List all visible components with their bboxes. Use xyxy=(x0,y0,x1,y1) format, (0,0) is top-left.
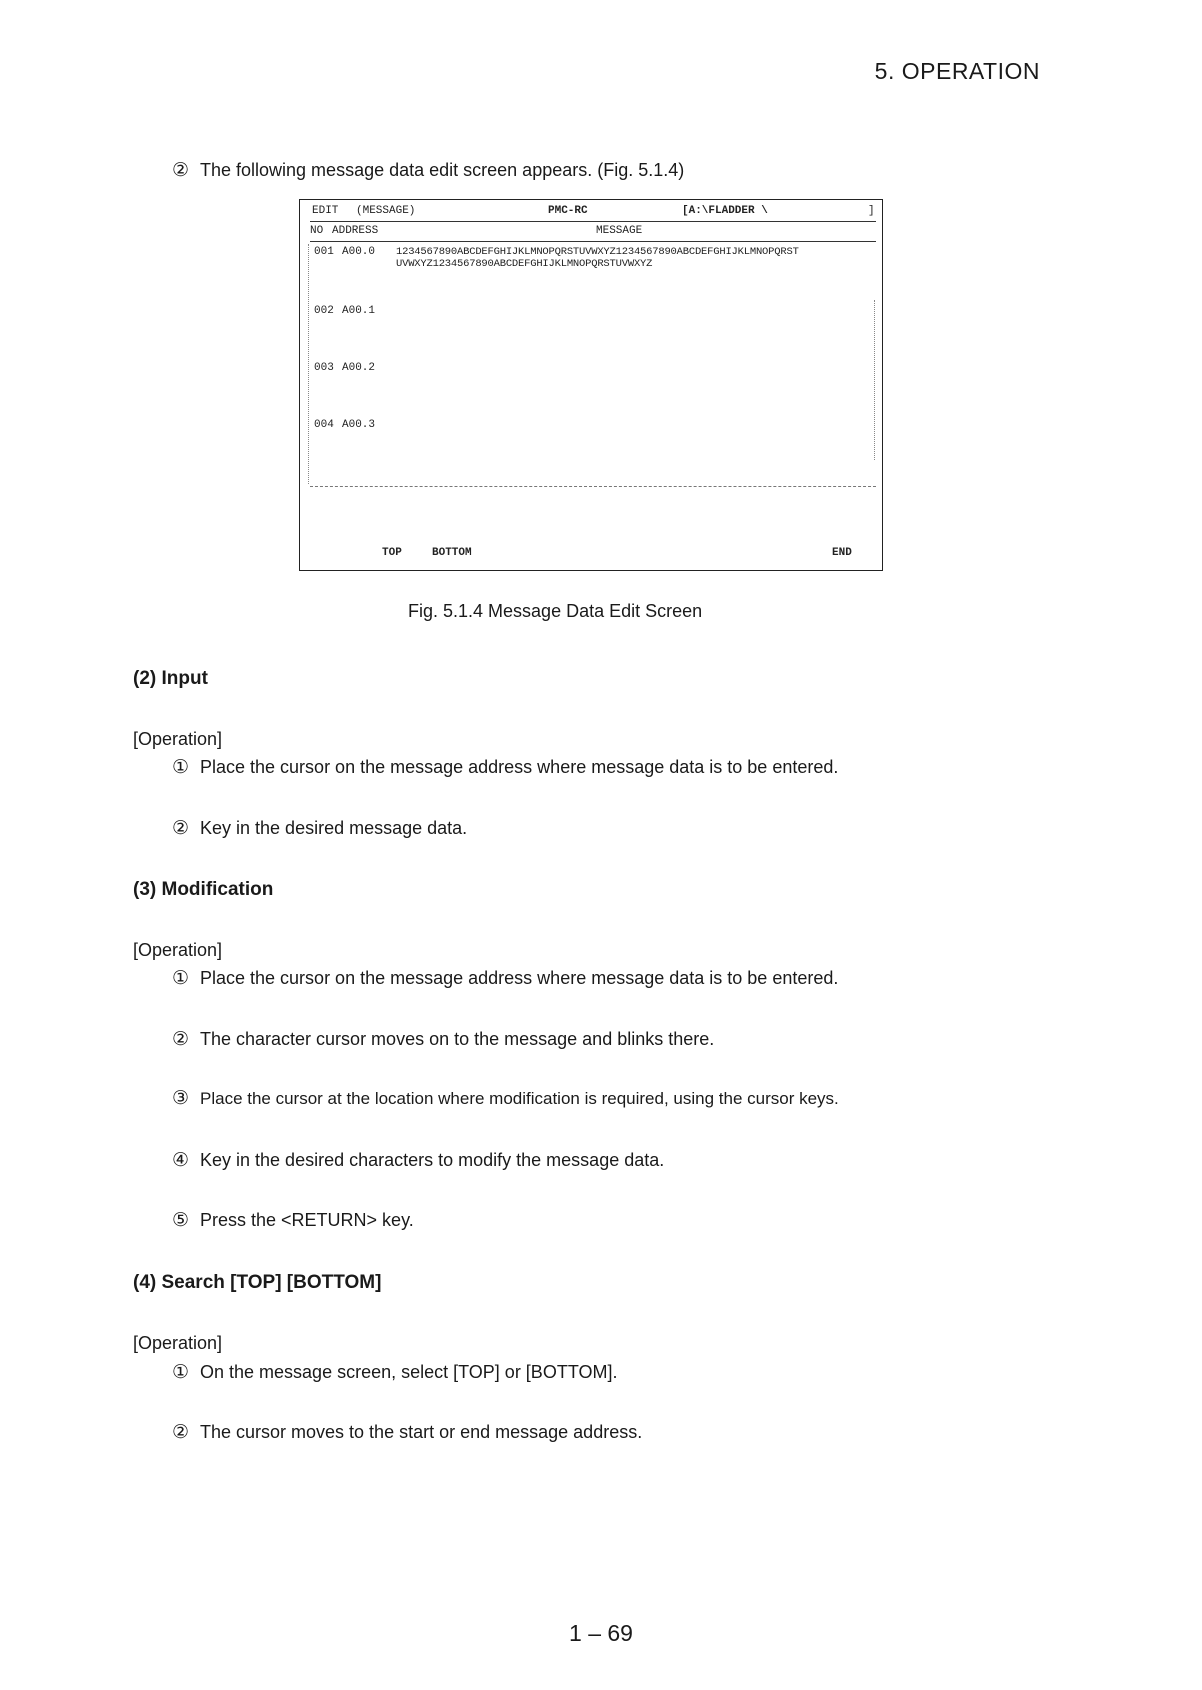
step-number: ① xyxy=(172,1362,190,1383)
intro-step xyxy=(172,158,684,183)
step-number: ① xyxy=(172,757,190,778)
list-item xyxy=(172,966,838,991)
section-header: 5. OPERATION xyxy=(874,58,1040,84)
message-edit-screen xyxy=(299,199,883,571)
section-heading-modification: (3) Modification xyxy=(133,879,274,900)
step-text: Key in the desired characters to modify the message data. xyxy=(200,1150,665,1170)
list-item xyxy=(172,1148,664,1173)
step-number: ② xyxy=(172,1422,190,1443)
step-text: Place the cursor on the message address where message data is to be entered. xyxy=(200,968,839,988)
list-item xyxy=(172,1360,617,1385)
title-divider xyxy=(310,221,876,222)
column-header-no: NO xyxy=(310,225,324,237)
list-item xyxy=(172,1420,642,1445)
figure-caption: Fig. 5.1.4 Message Data Edit Screen xyxy=(408,601,703,621)
list-item xyxy=(172,1087,839,1111)
header-divider xyxy=(310,241,876,242)
list-item xyxy=(172,1208,414,1233)
operation-label: [Operation] xyxy=(133,1333,223,1353)
page-number: 1 – 69 xyxy=(569,1620,633,1646)
row-address[interactable]: A00.3 xyxy=(342,419,376,431)
step-text: On the message screen, select [TOP] or [BOTTOM]. xyxy=(200,1362,618,1382)
section-heading-search: (4) Search [TOP] [BOTTOM] xyxy=(133,1272,382,1293)
step-text: Key in the desired message data. xyxy=(200,818,468,838)
screen-mode-label: EDIT xyxy=(312,205,339,217)
column-header-address: ADDRESS xyxy=(332,225,379,237)
left-margin-guide xyxy=(308,244,309,484)
list-item xyxy=(172,1027,714,1052)
step-number: ② xyxy=(172,818,190,839)
step-number: ② xyxy=(172,160,190,181)
row-number: 004 xyxy=(314,419,334,431)
row-address[interactable]: A00.2 xyxy=(342,362,376,374)
step-number: ③ xyxy=(172,1088,190,1109)
right-margin-guide xyxy=(874,300,875,460)
row-address[interactable]: A00.0 xyxy=(342,246,376,258)
screen-name-label: (MESSAGE) xyxy=(356,205,416,217)
softkey-divider xyxy=(310,486,876,487)
bottom-softkey[interactable]: BOTTOM xyxy=(432,547,472,559)
row-message-line-2[interactable]: UVWXYZ1234567890ABCDEFGHIJKLMNOPQRSTUVWXYZ xyxy=(396,258,653,270)
row-number: 002 xyxy=(314,305,334,317)
step-text: The following message data edit screen appears. (Fig. 5.1.4) xyxy=(200,160,685,180)
row-address[interactable]: A00.1 xyxy=(342,305,376,317)
step-text: Place the cursor at the location where modification is required, using the cursor keys. xyxy=(200,1089,839,1108)
step-number: ④ xyxy=(172,1150,190,1171)
step-text: The cursor moves to the start or end message address. xyxy=(200,1422,643,1442)
step-text: Place the cursor on the message address where message data is to be entered. xyxy=(200,757,839,777)
list-item xyxy=(172,755,838,780)
step-number: ⑤ xyxy=(172,1210,190,1231)
row-number: 003 xyxy=(314,362,334,374)
end-softkey[interactable]: END xyxy=(832,547,852,559)
step-text: Press the <RETURN> key. xyxy=(200,1210,414,1230)
screen-path-label: [A:\FLADDER \ xyxy=(682,205,768,217)
step-number: ② xyxy=(172,1029,190,1050)
screen-path-close: ] xyxy=(868,205,875,217)
row-message-line-1[interactable]: 1234567890ABCDEFGHIJKLMNOPQRSTUVWXYZ1234567890ABCDEFGHIJKLMNOPQRST xyxy=(396,246,799,258)
row-number: 001 xyxy=(314,246,334,258)
list-item xyxy=(172,816,467,841)
section-heading-input: (2) Input xyxy=(133,668,208,689)
screen-app-label: PMC-RC xyxy=(548,205,588,217)
operation-label: [Operation] xyxy=(133,729,223,749)
operation-label: [Operation] xyxy=(133,940,223,960)
column-header-message: MESSAGE xyxy=(596,225,643,237)
step-number: ① xyxy=(172,968,190,989)
top-softkey[interactable]: TOP xyxy=(382,547,402,559)
step-text: The character cursor moves on to the message and blinks there. xyxy=(200,1029,715,1049)
